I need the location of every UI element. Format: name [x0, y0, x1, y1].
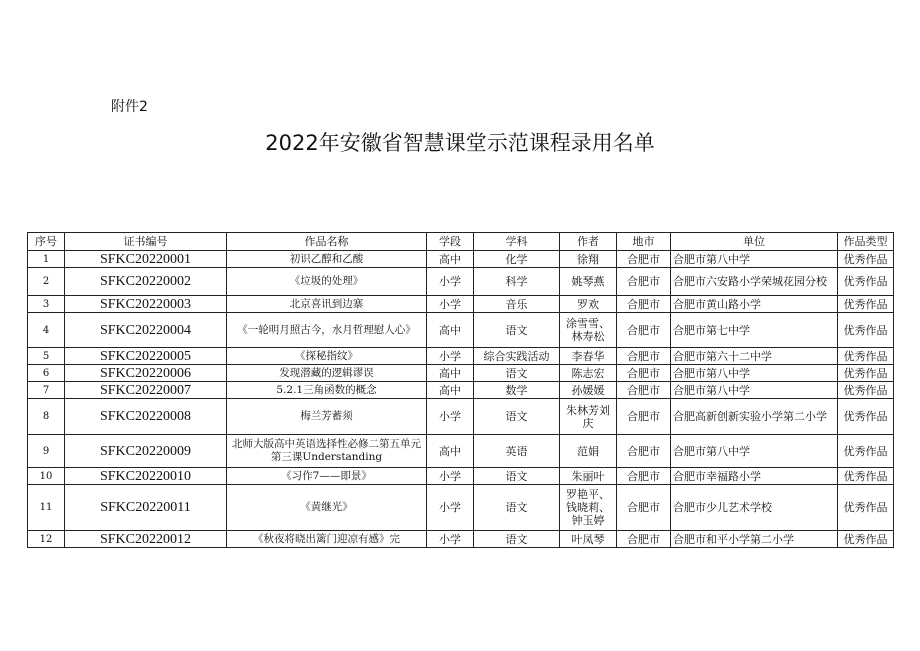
cell-work: 5.2.1三角函数的概念	[227, 382, 427, 399]
cell-seq: 7	[28, 382, 65, 399]
cell-work: 《习作7——即景》	[227, 468, 427, 485]
cell-city: 合肥市	[617, 468, 671, 485]
cell-subject: 语文	[474, 313, 560, 348]
cell-type: 优秀作品	[838, 399, 894, 435]
cell-type: 优秀作品	[838, 468, 894, 485]
cell-stage: 小学	[427, 485, 474, 531]
cell-cert: SFKC20220006	[65, 365, 227, 382]
cell-author: 陈志宏	[560, 365, 617, 382]
cell-stage: 小学	[427, 296, 474, 313]
column-header-author: 作者	[560, 233, 617, 251]
cell-city: 合肥市	[617, 348, 671, 365]
cell-cert: SFKC20220005	[65, 348, 227, 365]
cell-type: 优秀作品	[838, 268, 894, 296]
cell-author: 李春华	[560, 348, 617, 365]
attachment-label: 附件2	[111, 99, 148, 115]
cell-work: 《一轮明月照古今，水月哲理慰人心》	[227, 313, 427, 348]
cell-subject: 语文	[474, 399, 560, 435]
cell-seq: 6	[28, 365, 65, 382]
cell-seq: 1	[28, 251, 65, 268]
cell-subject: 英语	[474, 435, 560, 468]
cell-type: 优秀作品	[838, 435, 894, 468]
cell-unit: 合肥市幸福路小学	[671, 468, 838, 485]
cell-seq: 10	[28, 468, 65, 485]
cell-unit: 合肥市少儿艺术学校	[671, 485, 838, 531]
cell-subject: 语文	[474, 531, 560, 548]
cell-seq: 5	[28, 348, 65, 365]
table-row	[28, 468, 894, 485]
cell-subject: 科学	[474, 268, 560, 296]
column-header-stage: 学段	[427, 233, 474, 251]
cell-city: 合肥市	[617, 365, 671, 382]
cell-author: 叶凤琴	[560, 531, 617, 548]
cell-stage: 高中	[427, 435, 474, 468]
cell-author: 范娟	[560, 435, 617, 468]
cell-unit: 合肥市第八中学	[671, 365, 838, 382]
cell-seq: 4	[28, 313, 65, 348]
cell-stage: 高中	[427, 251, 474, 268]
cell-type: 优秀作品	[838, 365, 894, 382]
cell-stage: 小学	[427, 531, 474, 548]
table-row	[28, 348, 894, 365]
cell-city: 合肥市	[617, 296, 671, 313]
cell-subject: 语文	[474, 365, 560, 382]
cell-cert: SFKC20220007	[65, 382, 227, 399]
column-header-subject: 学科	[474, 233, 560, 251]
cell-unit: 合肥市黄山路小学	[671, 296, 838, 313]
cell-author: 罗欢	[560, 296, 617, 313]
cell-stage: 高中	[427, 365, 474, 382]
cell-cert: SFKC20220008	[65, 399, 227, 435]
cell-subject: 综合实践活动	[474, 348, 560, 365]
cell-work: 《垃圾的处理》	[227, 268, 427, 296]
cell-author: 徐翔	[560, 251, 617, 268]
cell-unit: 合肥高新创新实验小学第二小学	[671, 399, 838, 435]
cell-seq: 3	[28, 296, 65, 313]
cell-subject: 化学	[474, 251, 560, 268]
cell-city: 合肥市	[617, 485, 671, 531]
cell-author: 罗艳平、钱晓莉、钟玉婷	[560, 485, 617, 531]
cell-city: 合肥市	[617, 435, 671, 468]
column-header-cert: 证书编号	[65, 233, 227, 251]
table-row	[28, 365, 894, 382]
table-row	[28, 435, 894, 468]
cell-unit: 合肥市第八中学	[671, 435, 838, 468]
cell-city: 合肥市	[617, 313, 671, 348]
cell-work: 北京喜讯到边寨	[227, 296, 427, 313]
cell-cert: SFKC20220011	[65, 485, 227, 531]
cell-cert: SFKC20220004	[65, 313, 227, 348]
cell-seq: 2	[28, 268, 65, 296]
table-row	[28, 399, 894, 435]
table-row	[28, 485, 894, 531]
cell-unit: 合肥市第六十二中学	[671, 348, 838, 365]
table-header-row	[28, 233, 894, 251]
cell-author: 涂雪雪、林寿松	[560, 313, 617, 348]
table-row	[28, 313, 894, 348]
cell-stage: 小学	[427, 399, 474, 435]
cell-type: 优秀作品	[838, 313, 894, 348]
cell-cert: SFKC20220009	[65, 435, 227, 468]
table-row	[28, 251, 894, 268]
cell-type: 优秀作品	[838, 296, 894, 313]
cell-city: 合肥市	[617, 251, 671, 268]
cell-type: 优秀作品	[838, 251, 894, 268]
cell-work: 北师大版高中英语选择性必修二第五单元第三课Understanding	[227, 435, 427, 468]
cell-unit: 合肥市和平小学第二小学	[671, 531, 838, 548]
cell-work: 初识乙醇和乙酸	[227, 251, 427, 268]
cell-city: 合肥市	[617, 531, 671, 548]
cell-work: 发现潜藏的逻辑谬误	[227, 365, 427, 382]
admission-list-table	[27, 232, 894, 548]
cell-unit: 合肥市第八中学	[671, 251, 838, 268]
cell-work: 《黄继光》	[227, 485, 427, 531]
column-header-city: 地市	[617, 233, 671, 251]
cell-seq: 9	[28, 435, 65, 468]
cell-work: 《探秘指纹》	[227, 348, 427, 365]
cell-cert: SFKC20220002	[65, 268, 227, 296]
cell-stage: 小学	[427, 468, 474, 485]
cell-author: 朱丽叶	[560, 468, 617, 485]
table-row	[28, 296, 894, 313]
column-header-type: 作品类型	[838, 233, 894, 251]
cell-unit: 合肥市第八中学	[671, 382, 838, 399]
cell-seq: 8	[28, 399, 65, 435]
cell-stage: 小学	[427, 268, 474, 296]
cell-stage: 高中	[427, 382, 474, 399]
cell-stage: 小学	[427, 348, 474, 365]
cell-stage: 高中	[427, 313, 474, 348]
cell-cert: SFKC20220010	[65, 468, 227, 485]
cell-author: 姚琴燕	[560, 268, 617, 296]
cell-type: 优秀作品	[838, 382, 894, 399]
table-row	[28, 382, 894, 399]
cell-city: 合肥市	[617, 268, 671, 296]
cell-type: 优秀作品	[838, 348, 894, 365]
cell-work: 《秋夜将晓出篱门迎凉有感》完	[227, 531, 427, 548]
cell-seq: 12	[28, 531, 65, 548]
document-title: 2022年安徽省智慧课堂示范课程录用名单	[265, 131, 655, 155]
cell-type: 优秀作品	[838, 531, 894, 548]
column-header-seq: 序号	[28, 233, 65, 251]
cell-subject: 语文	[474, 468, 560, 485]
cell-type: 优秀作品	[838, 485, 894, 531]
cell-author: 朱林芳刘庆	[560, 399, 617, 435]
cell-city: 合肥市	[617, 382, 671, 399]
cell-unit: 合肥市第七中学	[671, 313, 838, 348]
cell-subject: 语文	[474, 485, 560, 531]
cell-seq: 11	[28, 485, 65, 531]
cell-work: 梅兰芳蓄须	[227, 399, 427, 435]
cell-subject: 数学	[474, 382, 560, 399]
cell-cert: SFKC20220012	[65, 531, 227, 548]
column-header-work: 作品名称	[227, 233, 427, 251]
column-header-unit: 单位	[671, 233, 838, 251]
cell-city: 合肥市	[617, 399, 671, 435]
cell-author: 孙媛媛	[560, 382, 617, 399]
table-row	[28, 268, 894, 296]
cell-cert: SFKC20220003	[65, 296, 227, 313]
cell-subject: 音乐	[474, 296, 560, 313]
cell-unit: 合肥市六安路小学荣城花园分校	[671, 268, 838, 296]
cell-cert: SFKC20220001	[65, 251, 227, 268]
table-row	[28, 531, 894, 548]
